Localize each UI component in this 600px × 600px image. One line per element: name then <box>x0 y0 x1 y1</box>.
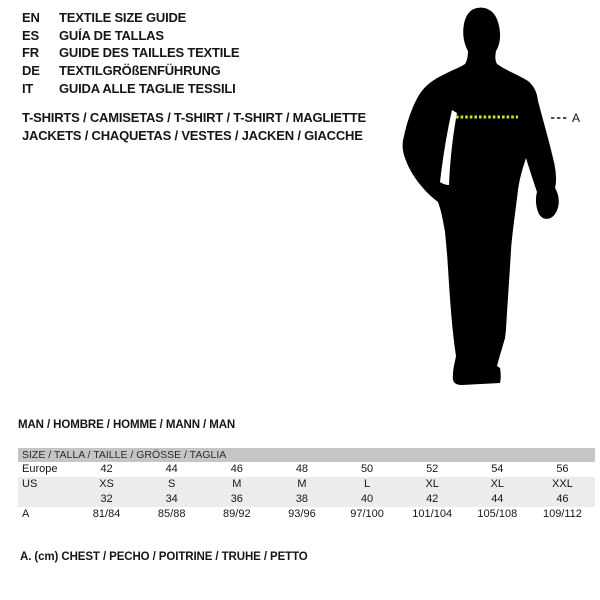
size-cell: 46 <box>556 493 569 505</box>
size-cell: L <box>364 478 371 490</box>
size-cell: 93/96 <box>288 508 316 520</box>
size-cell: 109/112 <box>542 508 582 520</box>
row-label: US <box>22 478 38 490</box>
size-cell: 48 <box>295 463 309 475</box>
section-title-man: MAN / HOMBRE / HOMME / MANN / MAN <box>18 419 236 431</box>
size-cell: XL <box>425 478 439 490</box>
size-cell: M <box>297 478 307 490</box>
size-cell: XXL <box>552 478 573 490</box>
size-cell: 50 <box>360 463 374 475</box>
category-jackets: JACKETS / CHAQUETAS / VESTES / JACKEN / GIACCHE <box>22 127 363 143</box>
size-table-header: SIZE / TALLA / TAILLE / GRÖSSE / TAGLIA <box>18 448 595 462</box>
size-cell: 42 <box>426 493 439 505</box>
size-cell: 56 <box>556 463 569 475</box>
table-row-us <box>18 477 595 492</box>
size-cell: 36 <box>230 493 243 505</box>
measurement-footnote: A. (cm) CHEST / PECHO / POITRINE / TRUHE / PETTO <box>20 551 308 563</box>
row-label: A <box>22 508 30 520</box>
size-cell: 101/104 <box>412 508 453 520</box>
size-cell: 38 <box>295 493 309 505</box>
language-title: GUÍA DE TALLAS <box>59 27 164 43</box>
size-cell: 89/92 <box>223 508 251 520</box>
size-cell: XL <box>490 478 505 490</box>
size-cell: 85/88 <box>157 508 186 520</box>
language-code: ES <box>22 27 39 43</box>
table-row-chest-cm <box>18 507 595 522</box>
size-cell: 40 <box>360 493 374 505</box>
size-cell: 52 <box>426 463 439 475</box>
size-table <box>18 448 595 522</box>
language-code: DE <box>22 63 40 79</box>
table-row-us-numeric <box>18 492 595 507</box>
language-code: FR <box>22 45 39 61</box>
language-code: IT <box>22 80 34 96</box>
language-code: EN <box>22 10 40 26</box>
man-silhouette-path <box>403 8 559 385</box>
language-title: GUIDA ALLE TAGLIE TESSILI <box>59 80 236 96</box>
row-label <box>18 492 74 507</box>
size-cell: 34 <box>165 493 178 505</box>
size-cell: 44 <box>491 493 504 505</box>
size-cell: S <box>168 478 176 490</box>
measure-label-a: A <box>572 111 581 125</box>
size-cell: M <box>232 478 242 490</box>
row-label: Europe <box>22 463 58 475</box>
language-title: GUIDE DES TAILLES TEXTILE <box>59 45 240 61</box>
language-title: TEXTILE SIZE GUIDE <box>59 10 187 26</box>
size-cell: 105/108 <box>477 508 518 520</box>
table-row-europe <box>18 462 595 477</box>
size-cell: 46 <box>230 463 243 475</box>
size-cell: 44 <box>165 463 178 475</box>
size-cell: XS <box>99 478 114 490</box>
size-cell: 97/100 <box>350 508 384 520</box>
size-cell: 32 <box>100 493 113 505</box>
language-title: TEXTILGRÖßENFÜHRUNG <box>59 63 221 79</box>
size-cell: 81/84 <box>92 508 121 520</box>
size-cell: 42 <box>100 463 113 475</box>
size-cell: 54 <box>491 463 504 475</box>
category-tshirts: T-SHIRTS / CAMISETAS / T-SHIRT / T-SHIRT / MAGLIETTE <box>22 110 366 125</box>
